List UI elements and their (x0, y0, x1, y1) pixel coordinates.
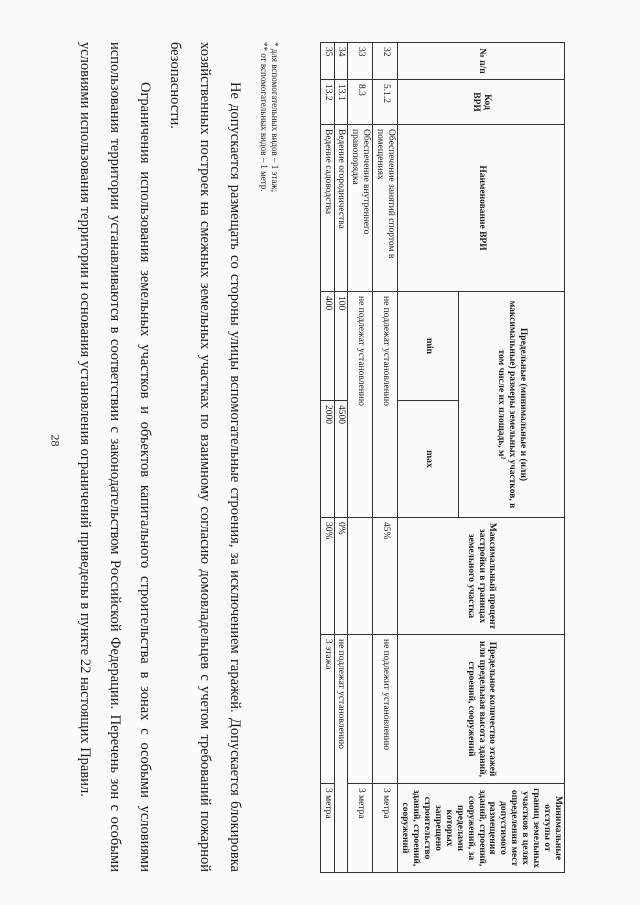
cell-num: 34 (334, 43, 348, 80)
cell-sizes: не подлежат установлению (348, 292, 373, 518)
cell-max: 2000 (320, 401, 334, 518)
cell-floors: не подлежит установлению (373, 635, 398, 784)
cell-name: Обеспечение занятий спортом в помещениях (373, 125, 398, 292)
header-min: min (398, 292, 459, 401)
page-number: 28 (48, 434, 63, 447)
cell-max: 4500 (334, 401, 348, 518)
paragraph: Не допускается размещать со стороны улицы вспомогательные строения, за исключением гаражей. Допускается блокировка хозяйственных построек на смежных земельных участках по взаимному согласию домовладельцев с учетом требований пожарной безопасности. (167, 42, 243, 872)
table-footnotes (258, 42, 281, 192)
cell-floors (348, 635, 373, 784)
cell-percent (348, 518, 373, 635)
cell-name: Ведение садоводства (320, 125, 334, 292)
cell-name: Ведение огородничества (334, 125, 348, 292)
footnote: * для вспомогательных видов – 1 этаж; (270, 42, 280, 193)
cell-name: Обеспечение внутреннего правопорядка (348, 125, 373, 292)
header-name: Наименование ВРИ (398, 125, 565, 292)
cell-setback: 3 метра (373, 784, 398, 873)
table-row (320, 43, 334, 873)
header-code: Код ВРИ (398, 80, 565, 125)
cell-percent: 45% (373, 518, 398, 635)
body-text (70, 42, 250, 872)
footnote: ** от вспомогательных видов – 1 метр. (258, 42, 269, 192)
header-sizes: Предельные (минимальные и (или) максимальные) размеры земельных участков, в том числе их площадь, м² (459, 292, 565, 518)
table-row (334, 43, 348, 873)
table-row (348, 43, 373, 873)
cell-num: 33 (348, 43, 373, 80)
header-max: max (398, 401, 459, 518)
cell-floors: 3 этажа (320, 635, 334, 784)
header-percent: Максимальный процент застройки в границах земельного участка (398, 518, 565, 635)
cell-floors-setback: не подлежат установлению (334, 635, 348, 873)
zoning-rules-table (320, 42, 565, 873)
cell-setback: 3 метра (320, 784, 334, 873)
cell-code: 13.2 (320, 80, 334, 125)
cell-num: 32 (373, 43, 398, 80)
paragraph: Ограничения использования земельных участков и объектов капитального строительства в зонах с особыми условиями использования территории устанавливаются в соответствии с законодательством Российской Федерации. Перечень зон с особыми условиями использования территории и основания установления ограничений приведены в пункте 22 настоящих Правил. (77, 42, 153, 872)
cell-sizes: не подлежат установлению (373, 292, 398, 518)
header-num: № п/п (398, 43, 565, 80)
cell-min: 400 (320, 292, 334, 401)
cell-code: 5.1.2 (373, 80, 398, 125)
header-floors: Предельное количество этажей или предельная высота зданий, строений, сооружений (398, 635, 565, 784)
cell-percent: 30% (320, 518, 334, 635)
cell-percent: 0% (334, 518, 348, 635)
cell-code: 8.3 (348, 80, 373, 125)
cell-min: 100 (334, 292, 348, 401)
cell-setback: 3 метра (348, 784, 373, 873)
cell-num: 35 (320, 43, 334, 80)
cell-code: 13.1 (334, 80, 348, 125)
table-row (373, 43, 398, 873)
header-setback: Минимальные отступы от границ земельных участков в целях определения мест допустимого размещения зданий, строений, сооружений, за пределами которых запрещено строительство зданий, строений, сооружений (398, 784, 565, 873)
